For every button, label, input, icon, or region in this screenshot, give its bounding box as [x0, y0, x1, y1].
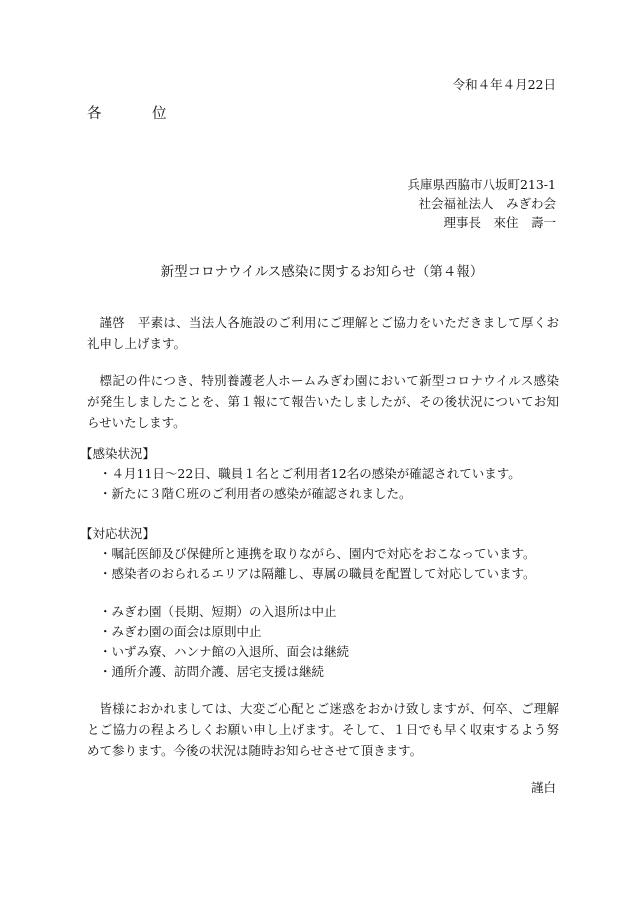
facility-measures-list [99, 602, 349, 682]
sender-address: 兵庫県西脇市八坂町213-1 [407, 177, 556, 192]
greeting-text: 謹啓 平素は、当法人各施設のご利用にご理解とご協力をいただきまして厚くお礼申し上げます。 [87, 315, 559, 351]
infection-status-heading: 【感染状況】 [80, 446, 156, 461]
sender-organization: 社会福祉法人 みぎわ会 [418, 196, 556, 211]
list-item: ・通所介護、訪問介護、居宅支援は継続 [99, 664, 325, 679]
closing-text: 皆様におかれましては、大変ご心配とご迷惑をおかけ致しますが、何卒、ご理解とご協力の程よろしくお願い申し上げます。そして、１日でも早く収束するよう努めて参ります。今後の状況は随時お知らせさせて頂きます。 [87, 701, 559, 758]
closing-paragraph [87, 698, 559, 761]
response-status-heading: 【対応状況】 [80, 526, 156, 541]
document-date: 令和４年４月22日 [452, 77, 556, 92]
sender-representative: 理事長 來住 壽一 [443, 215, 556, 230]
infection-status-list [99, 464, 521, 504]
addressee: 各 位 [87, 106, 185, 122]
response-status-list [99, 544, 536, 584]
list-item: ・感染者のおられるエリアは隔離し、専属の職員を配置して対応しています。 [99, 566, 536, 581]
list-item: ・みぎわ園（長期、短期）の入退所は中止 [99, 604, 337, 619]
list-item: ・みぎわ園の面会は原則中止 [99, 624, 262, 639]
list-item: ・４月11日～22日、職員１名とご利用者12名の感染が確認されています。 [99, 466, 521, 481]
list-item: ・嘱託医師及び保健所と連携を取りながら、園内で対応をおこなっています。 [99, 546, 536, 561]
intro-paragraph [87, 370, 559, 433]
list-item: ・いずみ寮、ハンナ館の入退所、面会は継続 [99, 644, 350, 659]
greeting-paragraph [87, 312, 559, 354]
document-title: 新型コロナウイルス感染に関するお知らせ（第４報） [160, 264, 484, 280]
closing-word: 謹白 [530, 780, 556, 795]
list-item: ・新たに３階Ｃ班のご利用者の感染が確認されました。 [99, 486, 412, 501]
intro-text: 標記の件につき、特別養護老人ホームみぎわ園において新型コロナウイルス感染が発生しましたことを、第１報にて報告いたしましたが、その後状況についてお知らせいたします。 [87, 373, 559, 430]
